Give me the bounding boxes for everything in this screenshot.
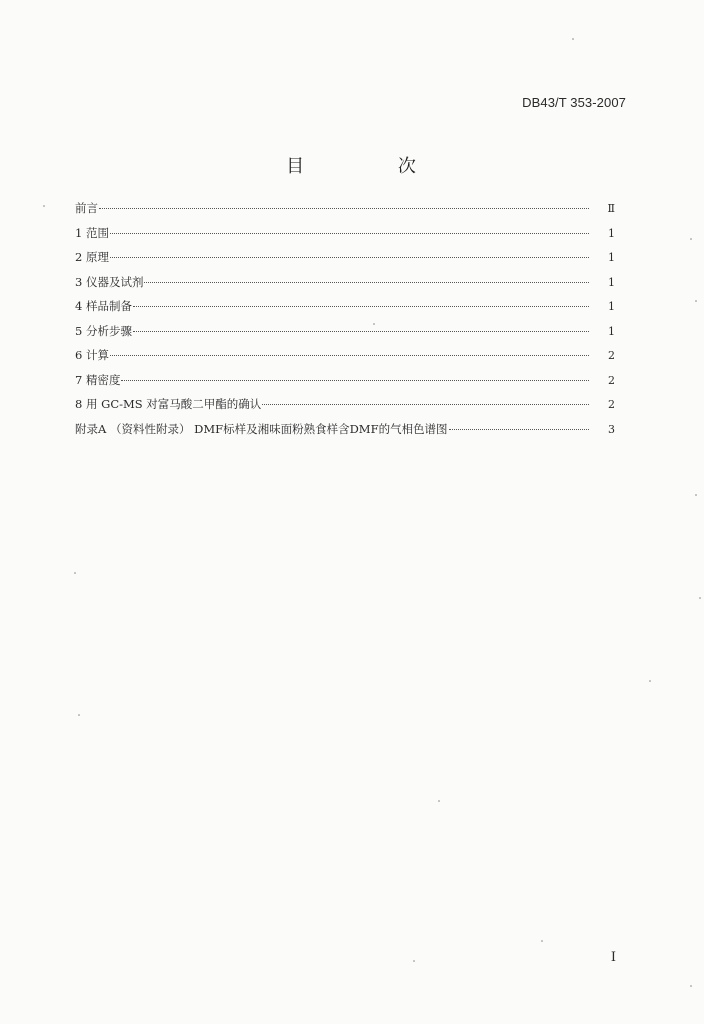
toc-entry[interactable] xyxy=(75,323,615,348)
page-number: I xyxy=(610,950,616,965)
toc-entry[interactable] xyxy=(75,200,615,225)
toc-entry-page: 2 xyxy=(608,349,615,362)
scan-speck xyxy=(695,300,697,302)
scan-speck xyxy=(699,597,701,599)
toc-title: 目 次 xyxy=(286,156,460,177)
toc-entry[interactable] xyxy=(75,347,615,372)
scan-speck xyxy=(43,205,45,207)
toc-entry-label: 7 精密度 xyxy=(75,372,121,387)
toc-dot-leader xyxy=(144,282,589,283)
scan-speck xyxy=(572,38,574,40)
toc-entry[interactable] xyxy=(75,225,615,250)
toc-dot-leader xyxy=(110,355,589,356)
toc-dot-leader xyxy=(133,306,589,307)
toc-entry-page: 1 xyxy=(608,300,615,313)
toc-dot-leader xyxy=(449,429,589,430)
toc-dot-leader xyxy=(110,257,589,258)
toc-entry-page: 1 xyxy=(608,324,615,338)
table-of-contents xyxy=(75,200,615,445)
toc-entry-label: 5 分析步骤 xyxy=(75,323,132,338)
toc-entry[interactable] xyxy=(75,298,615,323)
scan-speck xyxy=(74,572,76,574)
scan-speck xyxy=(695,494,697,496)
toc-entry-page: 2 xyxy=(608,398,615,411)
scan-speck xyxy=(373,323,375,325)
scan-speck xyxy=(78,714,80,716)
toc-entry-label: 6 计算 xyxy=(75,348,109,362)
toc-entry-page: 1 xyxy=(608,275,615,289)
toc-dot-leader xyxy=(110,233,589,234)
toc-dot-leader xyxy=(99,208,589,209)
document-code: DB43/T 353-2007 xyxy=(522,95,626,110)
scan-speck xyxy=(541,940,543,942)
toc-dot-leader xyxy=(133,331,589,332)
toc-entry-page: 3 xyxy=(608,422,615,436)
toc-entry-label: 4 样品制备 xyxy=(75,299,132,313)
toc-entry-page: 2 xyxy=(608,373,615,387)
toc-entry-label: 2 原理 xyxy=(75,250,109,264)
toc-entry-label: 3 仪器及试剂 xyxy=(75,274,144,289)
toc-entry[interactable] xyxy=(75,274,615,299)
scan-speck xyxy=(438,800,440,802)
scan-speck xyxy=(413,960,415,962)
toc-entry-label: 8 用 GC-MS 对富马酸二甲酯的确认 xyxy=(75,397,262,411)
toc-entry-label: 1 范围 xyxy=(75,225,109,240)
toc-dot-leader xyxy=(121,380,589,381)
toc-entry-label: 附录A （资料性附录） DMF标样及湘味面粉熟食样含DMF的气相色谱图 xyxy=(75,421,448,436)
toc-entry-page: Ⅱ xyxy=(607,202,615,215)
toc-dot-leader xyxy=(262,404,589,405)
toc-entry-label: 前言 xyxy=(75,201,98,215)
toc-entry[interactable] xyxy=(75,421,615,446)
toc-entry-page: 1 xyxy=(608,226,615,240)
scan-speck xyxy=(690,985,692,987)
scan-speck xyxy=(649,680,651,682)
toc-entry-page: 1 xyxy=(608,251,615,264)
toc-entry[interactable] xyxy=(75,396,615,421)
scan-speck xyxy=(690,238,692,240)
toc-entry[interactable] xyxy=(75,249,615,274)
toc-entry[interactable] xyxy=(75,372,615,397)
